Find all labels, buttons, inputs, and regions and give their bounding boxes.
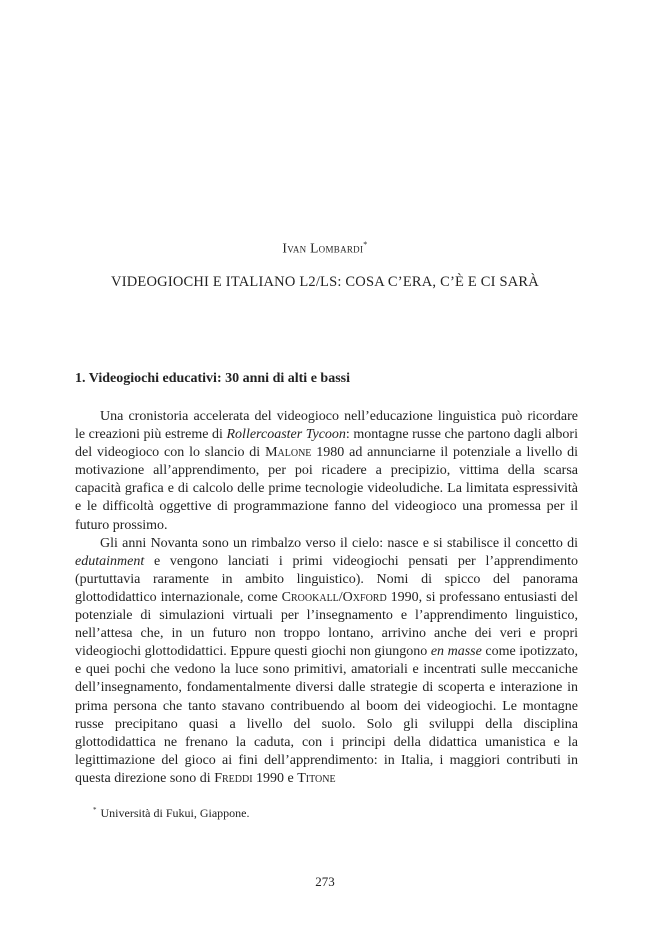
citation-author: Freddi bbox=[214, 770, 253, 786]
section-heading: 1. Videogiochi educativi: 30 anni di alti e bassi bbox=[75, 371, 350, 386]
italic-term: en masse bbox=[430, 644, 482, 660]
body-text bbox=[75, 408, 578, 788]
author-name-text: Ivan Lombardi bbox=[282, 240, 364, 256]
page-number: 273 bbox=[315, 874, 335, 889]
footnote-mark: * bbox=[93, 806, 97, 814]
italic-term: edutainment bbox=[75, 553, 145, 569]
paragraph-2: Gli anni Novanta sono un rimbalzo verso il cielo: nasce e si stabilisce il concetto di edutainment e vengono lanciati i primi videogiochi pensati per l’apprendimento (purtuttavia raramente in ambito linguistico). Nomi di spicco del panorama glottodidattico internazionale, come Crookall/Oxford 1990, si professano entusiasti del potenziale di simulazioni virtuali per l’insegnamento e l’apprendimento linguistico, nell’attesa che, in un futuro non troppo lontano, arrivino anche dei veri e propri videogiochi glottodidattici. Eppure questi giochi non giungono en masse come ipotizzato, e quei pochi che vedono la luce sono primitivi, amatoriali e incentrati sulle meccaniche dell’insegnamento, fondamentalmente diversi dalle strategie di scoperta e interazione in prima persona che tanto stavano contribuendo al boom dei videogiochi. Le montagne russe precipitano quasi a livello del suolo. Solo gli sviluppi della disciplina glottodidattica ne frenano la caduta, con i principi della didattica umanistica e la legittimazione del gioco ai fini dell’apprendimento: in Italia, i maggiori contributi in questa direzione sono di Freddi 1990 e Titone bbox=[75, 535, 578, 786]
footnote bbox=[93, 806, 249, 821]
author-name bbox=[0, 240, 650, 257]
author-footnote-mark: * bbox=[363, 240, 368, 249]
citation-author: Malone bbox=[265, 445, 312, 461]
paragraph-1: Una cronistoria accelerata del videogioco nell’educazione linguistica può ricordare le creazioni più estreme di Rollercoaster Tycoon: montagne russe che partono dagli albori del videogioco con lo slancio di Malone 1980 ad annunciarne il potenziale a livello di motivazione all’apprendimento, per poi ricadere a precipizio, vittima della scarsa capacità grafica e di calcolo delle prime tecnologie videoludiche. La limitata espressività e le difficoltà oggettive di programmazione fanno del videogioco una promessa per il futuro prossimo. bbox=[75, 409, 578, 533]
citation-author: Crookall/Oxford bbox=[281, 589, 387, 605]
article-title: VIDEOGIOCHI E ITALIANO L2/LS: COSA C’ERA, C’È E CI SARÀ bbox=[111, 274, 539, 290]
citation-author: Titone bbox=[297, 770, 336, 786]
footnote-text: Università di Fukui, Giappone. bbox=[100, 806, 250, 820]
italic-title: Rollercoaster Tycoon bbox=[226, 427, 346, 443]
